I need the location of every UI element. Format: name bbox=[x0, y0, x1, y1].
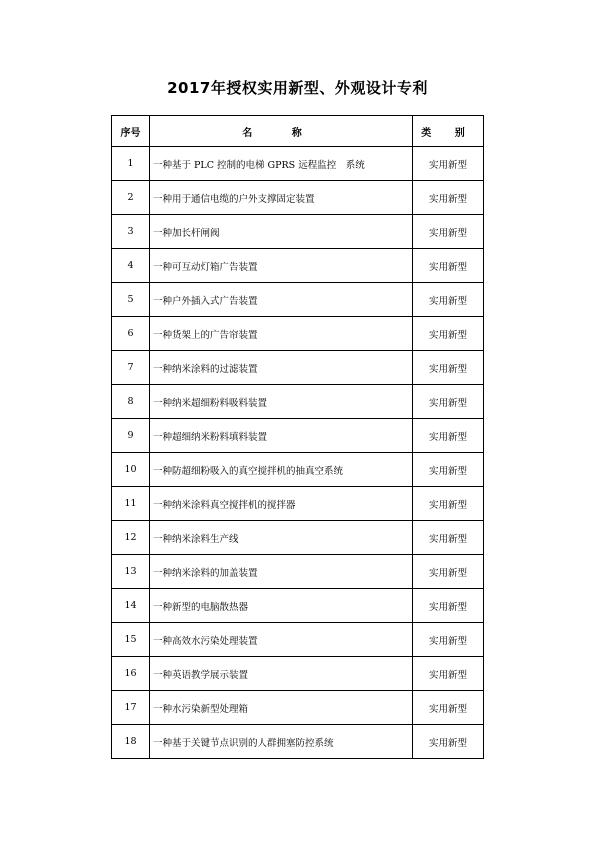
header-name: 名 称 bbox=[150, 116, 413, 147]
serial-number-cell: 4 bbox=[112, 249, 150, 283]
table-row bbox=[112, 725, 484, 759]
serial-number-cell: 11 bbox=[112, 487, 150, 521]
header-category: 类 别 bbox=[413, 116, 484, 147]
serial-number-cell: 18 bbox=[112, 725, 150, 759]
category-cell: 实用新型 bbox=[413, 453, 484, 487]
category-cell: 实用新型 bbox=[413, 283, 484, 317]
category-cell: 实用新型 bbox=[413, 385, 484, 419]
table-row bbox=[112, 385, 484, 419]
patent-name-cell: 一种纳米涂料的过滤装置 bbox=[150, 351, 413, 385]
table-row bbox=[112, 487, 484, 521]
serial-number-cell: 2 bbox=[112, 181, 150, 215]
table-row bbox=[112, 249, 484, 283]
serial-number-cell: 12 bbox=[112, 521, 150, 555]
category-cell: 实用新型 bbox=[413, 317, 484, 351]
category-cell: 实用新型 bbox=[413, 521, 484, 555]
patent-name-cell: 一种纳米涂料生产线 bbox=[150, 521, 413, 555]
patent-name-cell: 一种可互动灯箱广告装置 bbox=[150, 249, 413, 283]
patent-name-cell: 一种高效水污染处理装置 bbox=[150, 623, 413, 657]
category-cell: 实用新型 bbox=[413, 215, 484, 249]
serial-number-cell: 13 bbox=[112, 555, 150, 589]
patent-table bbox=[111, 115, 484, 759]
serial-number-cell: 1 bbox=[112, 147, 150, 181]
table-row bbox=[112, 691, 484, 725]
patent-name-cell: 一种基于 PLC 控制的电梯 GPRS 远程监控 系统 bbox=[150, 147, 413, 181]
patent-name-cell: 一种货架上的广告帘装置 bbox=[150, 317, 413, 351]
patent-name-cell: 一种基于关键节点识别的人群拥塞防控系统 bbox=[150, 725, 413, 759]
table-row bbox=[112, 419, 484, 453]
patent-name-cell: 一种超细纳米粉料填料装置 bbox=[150, 419, 413, 453]
serial-number-cell: 5 bbox=[112, 283, 150, 317]
patent-name-cell: 一种纳米涂料的加盖装置 bbox=[150, 555, 413, 589]
serial-number-cell: 14 bbox=[112, 589, 150, 623]
category-cell: 实用新型 bbox=[413, 147, 484, 181]
patent-name-cell: 一种防超细粉吸入的真空搅拌机的抽真空系统 bbox=[150, 453, 413, 487]
table-row bbox=[112, 623, 484, 657]
table-row bbox=[112, 283, 484, 317]
patent-name-cell: 一种户外插入式广告装置 bbox=[150, 283, 413, 317]
category-cell: 实用新型 bbox=[413, 691, 484, 725]
table-row bbox=[112, 215, 484, 249]
patent-name-cell: 一种纳米涂料真空搅拌机的搅拌器 bbox=[150, 487, 413, 521]
table-row bbox=[112, 589, 484, 623]
header-serial-number: 序号 bbox=[112, 116, 150, 147]
table-row bbox=[112, 555, 484, 589]
page-title: 2017年授权实用新型、外观设计专利 bbox=[167, 79, 428, 97]
patent-name-cell: 一种水污染新型处理箱 bbox=[150, 691, 413, 725]
category-cell: 实用新型 bbox=[413, 555, 484, 589]
table-row bbox=[112, 521, 484, 555]
serial-number-cell: 15 bbox=[112, 623, 150, 657]
patent-name-cell: 一种英语教学展示装置 bbox=[150, 657, 413, 691]
category-cell: 实用新型 bbox=[413, 623, 484, 657]
category-cell: 实用新型 bbox=[413, 419, 484, 453]
table-row bbox=[112, 147, 484, 181]
serial-number-cell: 9 bbox=[112, 419, 150, 453]
patent-name-cell: 一种新型的电脑散热器 bbox=[150, 589, 413, 623]
patent-name-cell: 一种加长杆闸阀 bbox=[150, 215, 413, 249]
serial-number-cell: 16 bbox=[112, 657, 150, 691]
category-cell: 实用新型 bbox=[413, 249, 484, 283]
table-row bbox=[112, 317, 484, 351]
serial-number-cell: 17 bbox=[112, 691, 150, 725]
category-cell: 实用新型 bbox=[413, 351, 484, 385]
patent-name-cell: 一种纳米超细粉料吸料装置 bbox=[150, 385, 413, 419]
serial-number-cell: 7 bbox=[112, 351, 150, 385]
serial-number-cell: 3 bbox=[112, 215, 150, 249]
category-cell: 实用新型 bbox=[413, 589, 484, 623]
serial-number-cell: 6 bbox=[112, 317, 150, 351]
table-row bbox=[112, 351, 484, 385]
table-row bbox=[112, 657, 484, 691]
table-row bbox=[112, 453, 484, 487]
category-cell: 实用新型 bbox=[413, 181, 484, 215]
serial-number-cell: 8 bbox=[112, 385, 150, 419]
category-cell: 实用新型 bbox=[413, 487, 484, 521]
serial-number-cell: 10 bbox=[112, 453, 150, 487]
patent-name-cell: 一种用于通信电缆的户外支撑固定装置 bbox=[150, 181, 413, 215]
category-cell: 实用新型 bbox=[413, 725, 484, 759]
category-cell: 实用新型 bbox=[413, 657, 484, 691]
table-row bbox=[112, 181, 484, 215]
table-header-row bbox=[112, 116, 484, 147]
